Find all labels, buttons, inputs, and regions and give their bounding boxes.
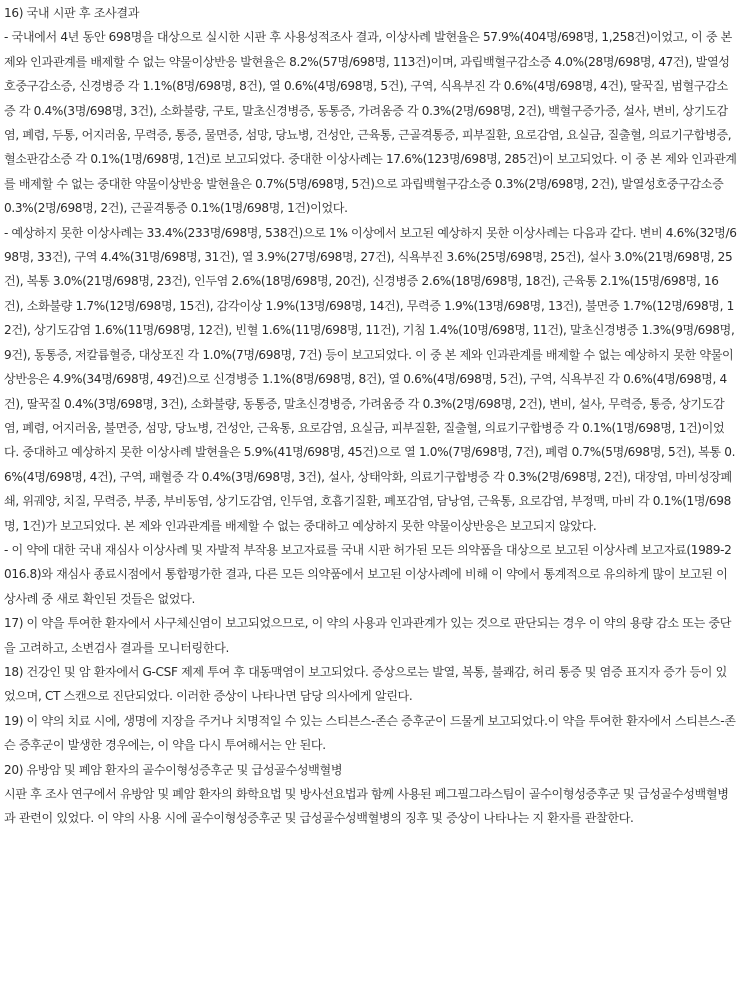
section-16-heading: 16) 국내 시판 후 조사결과 — [4, 6, 140, 20]
section-19-paragraph: 19) 이 약의 치료 시에, 생명에 지장을 주거나 치명적일 수 있는 스티븐스-존슨 증후군이 드물게 보고되었다.이 약을 투여한 환자에서 스티븐스-존슨 증후군이 발생한 경우에는, 이 약을 다시 투여해서는 안 된다. — [4, 713, 736, 753]
domestic-pms-results-paragraph: - 국내에서 4년 동안 698명을 대상으로 실시한 시판 후 사용성적조사 결과, 이상사례 발현율은 57.9%(404명/698명, 1,258건)이었고, 이 중 본 제와 인과관계를 배제할 수 없는 약물이상반응 발현율은 8.2%(57명/698명, 113건)이며, 과립백혈구감소증 4.0%(28명/698명, 47건), 발열성호중구감소증, 신경병증 각 1.1%(8명/698명, 8건), 열 0.6%(4명/698명, 5건), 구역, 식욕부진 각 0.6%(4명/698명, 4건), 딸꾹질, 범혈구감소증 각 0.4%(3명/698명, 3건), 소화불량, 구토, 말초신경병증, 동통증, 가려움증 각 0.3%(2명/698명, 2건), 백혈구증가증, 설사, 변비, 상기도감염, 폐렴, 두통, 어지러움, 무력증, 통증, 물면증, 섬망, 당뇨병, 건성안, 근육통, 근골격통증, 피부질환, 요로감염, 요실금, 질출혈, 의료기구합병증, 혈소판감소증 각 0.1%(1명/698명, 1건)로 보고되었다. 중대한 이상사례는 17.6%(123명/698명, 285건)이 보고되었다. 이 중 본 제와 인과관계를 배제할 수 없는 중대한 약물이상반응 발현율은 0.7%(5명/698명, 5건)으로 과립백혈구감소증 0.3%(2명/698명, 2건), 발열성호중구감소증 0.3%(2명/698명, 2건), 근골격통증 0.1%(1명/698명, 1건)이었다. — [4, 30, 737, 216]
unexpected-adverse-events-paragraph: - 예상하지 못한 이상사례는 33.4%(233명/698명, 538건)으로 1% 이상에서 보고된 예상하지 못한 이상사례는 다음과 같다. 변비 4.6%(32명/698명, 33건), 구역 4.4%(31명/698명, 31건), 열 3.9%(27명/698명, 27건), 식욕부진 3.6%(25명/698명, 25건), 설사 3.0%(21명/698명, 25건), 복통 3.0%(21명/698명, 23건), 인두염 2.6%(18명/698명, 20건), 신경병증 2.6%(18명/698명, 18건), 근육통 2.1%(15명/698명, 16건), 소화불량 1.7%(12명/698명, 15건), 감각이상 1.9%(13명/698명, 14건), 무력증 1.9%(13명/698명, 13건), 불면증 1.7%(12명/698명, 12건), 상기도감염 1.6%(11명/698명, 12건), 빈혈 1.6%(11명/698명, 11건), 기침 1.4%(10명/698명, 11건), 말초신경병증 1.3%(9명/698명, 9건), 동통증, 저칼륨혈증, 대상포진 각 1.0%(7명/698명, 7건) 등이 보고되었다. 이 중 본 제와 인과관계를 배제할 수 없는 예상하지 못한 약물이상반응은 4.9%(34명/698명, 49건)으로 신경병증 1.1%(8명/698명, 8건), 열 0.6%(4명/698명, 5건), 구역, 식욕부진 각 0.6%(4명/698명, 4건), 딸꾹질 0.4%(3명/698명, 3건), 소화불량, 동통증, 말초신경병증, 가려움증 각 0.3%(2명/698명, 2건), 변비, 설사, 무력증, 통증, 상기도감염, 폐렴, 어지러움, 불면증, 섬망, 당뇨병, 건성안, 근육통, 요로감염, 요실금, 피부질환, 질출혈, 의료기구합병증 각 0.1%(1명/698명, 1건)이었다. 중대하고 예상하지 못한 이상사례 발현율은 5.9%(41명/698명, 45건)으로 열 1.0%(7명/698명, 7건), 폐렴 0.7%(5명/698명, 5건), 복통 0.6%(4명/698명, 4건), 구역, 패혈증 각 0.4%(3명/698명, 3건), 설사, 상태악화, 의료기구합병증 각 0.3%(2명/698명, 2건), 대장염, 마비성장폐쇄, 위궤양, 치질, 무력증, 부종, 부비동염, 상기도감염, 인두염, 호흡기질환, 폐포감염, 담낭염, 근육통, 요로감염, 부정맥, 마비 각 0.1%(1명/698명, 1건)가 보고되었다. 본 제와 인과관계를 배제할 수 없는 중대하고 예상하지 못한 약물이상반응은 보고되지 않았다. — [4, 225, 737, 533]
reexamination-evaluation-paragraph: - 이 약에 대한 국내 재심사 이상사례 및 자발적 부작용 보고자료를 국내 시판 허가된 모든 의약품을 대상으로 보고된 이상사례 보고자료(1989-2016.8)와 재심사 종료시점에서 통합평가한 결과, 다른 모든 의약품에서 보고된 이상사례에 비해 이 약에서 통계적으로 유의하게 많이 보고된 이상사례 중 새로 확인된 것들은 없었다. — [4, 542, 732, 606]
section-20-heading: 20) 유방암 및 폐암 환자의 골수이형성증후군 및 급성골수성백혈병 — [4, 762, 343, 777]
section-17-paragraph: 17) 이 약을 투여한 환자에서 사구체신염이 보고되었으므로, 이 약의 사용과 인과관계가 있는 것으로 판단되는 경우 이 약의 용량 감소 또는 중단을 고려하고, 소변검사 결과를 모니터링한다. — [4, 616, 732, 655]
section-18-paragraph: 18) 건강인 및 암 환자에서 G-CSF 제제 투여 후 대동맥염이 보고되었다. 증상으로는 발열, 복통, 불쾌감, 허리 통증 및 염증 표지자 증가 등이 있었으며, CT 스캔으로 진단되었다. 이러한 증상이 나타나면 담당 의사에게 알린다. — [4, 664, 727, 704]
section-20-paragraph: 시판 후 조사 연구에서 유방암 및 폐암 환자의 화학요법 및 방사선요법과 함께 사용된 페그필그라스팀이 골수이형성증후군 및 급성골수성백혈병과 관련이 있었다. 이 약의 사용 시에 골수이형성증후군 및 급성골수성백혈병의 징후 및 증상이 나타나는 지 환자를 관찰한다. — [4, 787, 729, 826]
